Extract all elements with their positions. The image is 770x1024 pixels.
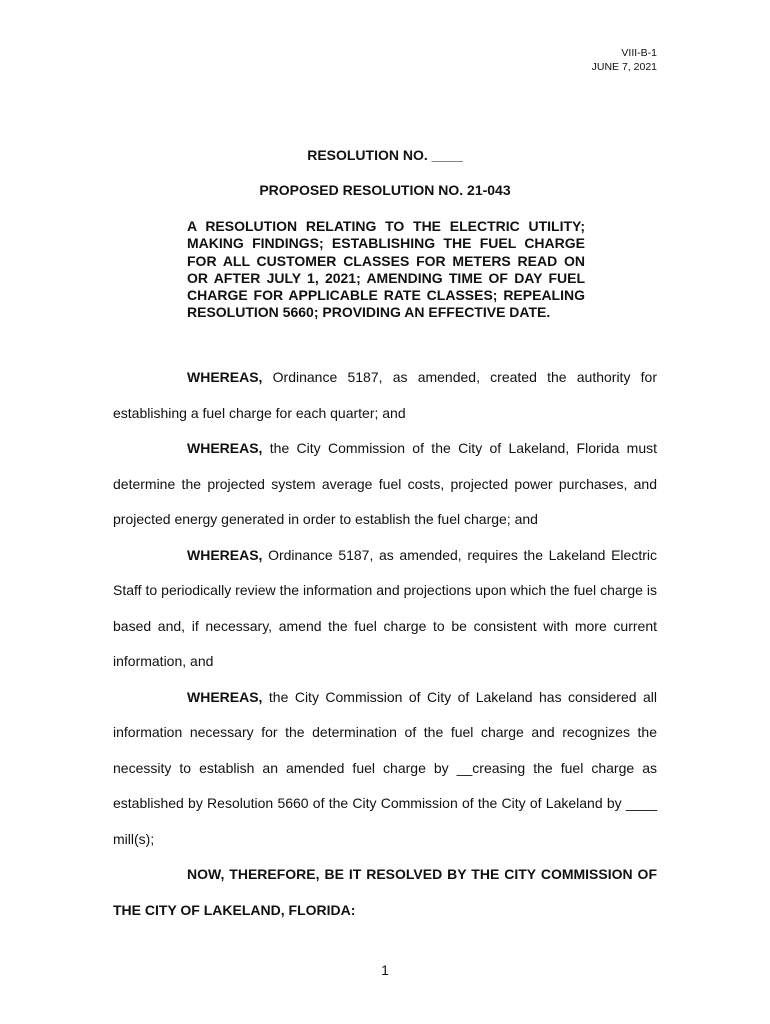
whereas-text: the City Commission of City of Lakeland has considered all information necessary for the determination of the fuel charge and recognizes the necessity to establish an amended fuel charge by __creasing the fuel charge as established by Resolution 5660 of the City Commission of the City of Lakeland by ____ mill(s); (113, 688, 657, 847)
resolution-body (113, 360, 657, 928)
proposed-resolution-number: PROPOSED RESOLUTION NO. 21-043 (259, 182, 511, 198)
page-number: 1 (381, 962, 389, 978)
resolved-clause: NOW, THEREFORE, BE IT RESOLVED BY THE CITY COMMISSION OF THE CITY OF LAKELAND, FLORIDA: (113, 866, 657, 918)
whereas-text: Ordinance 5187, as amended, created the authority for establishing a fuel charge for each quarter; and (113, 369, 657, 421)
resolution-number-text: RESOLUTION NO. ____ (307, 147, 463, 163)
resolution-title: A RESOLUTION RELATING TO THE ELECTRIC UTILITY; MAKING FINDINGS; ESTABLISHING THE FUEL CHARGE FOR ALL CUSTOMER CLASSES FOR METERS READ ON OR AFTER JULY 1, 2021; AMENDING TIME OF DAY FUEL CHARGE FOR APPLICABLE RATE CLASSES; REPEALING RESOLUTION 5660; PROVIDING AN EFFECTIVE DATE. (187, 218, 585, 321)
whereas-clause (113, 680, 657, 858)
whereas-text: the City Commission of the City of Lakeland, Florida must determine the projected system average fuel costs, projected power purchases, and projected energy generated in order to establish the fuel charge; and (113, 440, 657, 527)
whereas-clause (113, 538, 657, 680)
whereas-lead: WHEREAS, (187, 369, 263, 385)
whereas-clause (113, 360, 657, 431)
whereas-lead: WHEREAS, (187, 688, 263, 705)
reference-code: VIII-B-1 (621, 47, 657, 59)
reference-date: JUNE 7, 2021 (591, 61, 657, 73)
document-reference (592, 46, 657, 74)
whereas-lead: WHEREAS, (187, 440, 263, 456)
whereas-clause (113, 431, 657, 538)
resolution-number (0, 147, 770, 163)
whereas-text: Ordinance 5187, as amended, requires the Lakeland Electric Staff to periodically review the information and projections upon which the fuel charge is based and, if necessary, amend the fuel charge to be consistent with more current information, and (113, 546, 657, 669)
whereas-lead: WHEREAS, (187, 546, 263, 563)
